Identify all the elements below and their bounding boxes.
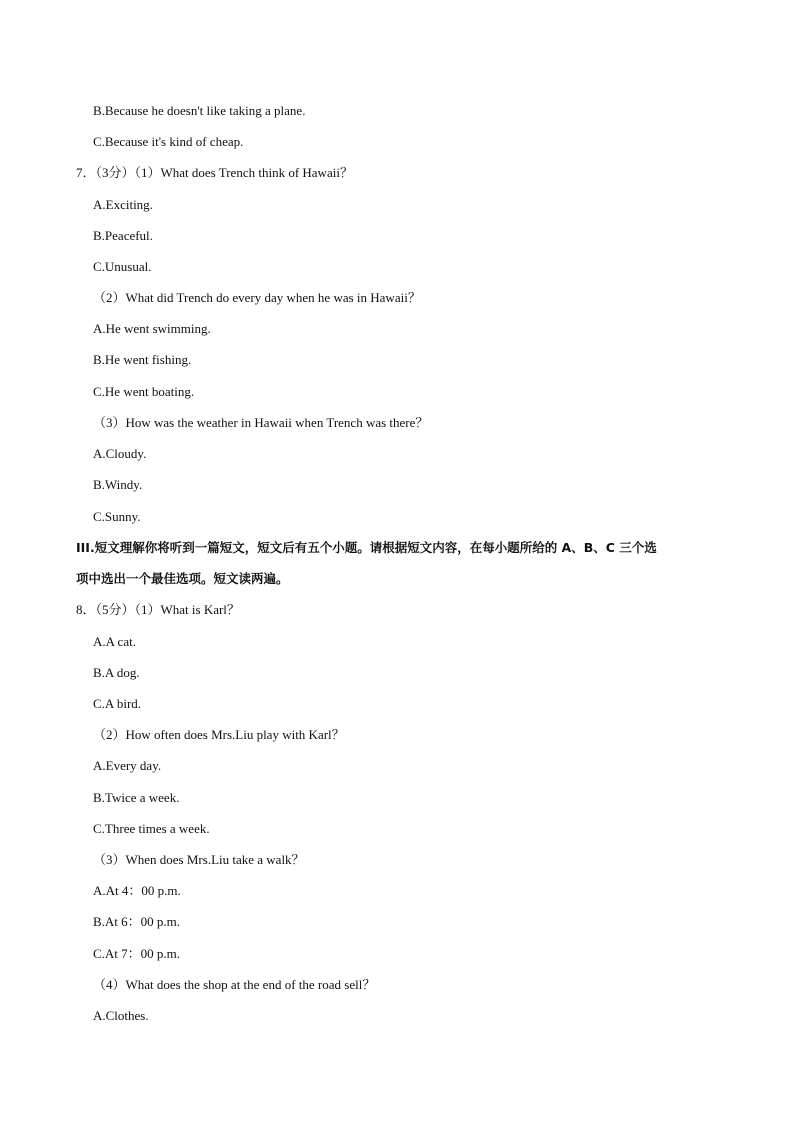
option-line: A.A cat.: [93, 634, 136, 649]
option-line: B.Windy.: [93, 477, 143, 492]
subquestion-line: （2）How often does Mrs.Liu play with Karl？: [93, 727, 345, 742]
subquestion-line: （4）What does the shop at the end of the road sell？: [93, 977, 376, 992]
subquestion-line: （3）How was the weather in Hawaii when Trench was there？: [93, 415, 429, 430]
option-line: B.At 6：00 p.m.: [93, 914, 181, 929]
option-line: B.Twice a week.: [93, 790, 180, 805]
question-line: 8．（5分）（1）What is Karl？: [76, 602, 240, 617]
question-line: 7．（3分）（1）What does Trench think of Hawaii？: [76, 165, 353, 180]
option-line: B.Because he doesn't like taking a plane.: [93, 103, 306, 118]
option-line: A.Every day.: [93, 758, 162, 773]
section-heading: 项中选出一个最佳选项。短文读两遍。: [76, 571, 289, 586]
option-line: B.Peaceful.: [93, 228, 153, 243]
option-line: C.At 7：00 p.m.: [93, 946, 181, 961]
option-line: B.A dog.: [93, 665, 140, 680]
option-line: C.He went boating.: [93, 384, 195, 399]
option-line: C.Unusual.: [93, 259, 152, 274]
option-line: A.Cloudy.: [93, 446, 147, 461]
option-line: C.A bird.: [93, 696, 142, 711]
section-heading: III.短文理解你将听到一篇短文，短文后有五个小题。请根据短文内容，在每小题所给的 A、B、C 三个选: [76, 540, 657, 555]
option-line: A.At 4：00 p.m.: [93, 883, 181, 898]
subquestion-line: （2）What did Trench do every day when he was in Hawaii？: [93, 290, 421, 305]
option-line: A.Clothes.: [93, 1008, 149, 1023]
option-line: C.Because it's kind of cheap.: [93, 134, 244, 149]
option-line: A.He went swimming.: [93, 321, 211, 336]
option-line: B.He went fishing.: [93, 352, 192, 367]
option-line: C.Three times a week.: [93, 821, 210, 836]
option-line: C.Sunny.: [93, 509, 141, 524]
option-line: A.Exciting.: [93, 197, 153, 212]
subquestion-line: （3）When does Mrs.Liu take a walk？: [93, 852, 305, 867]
